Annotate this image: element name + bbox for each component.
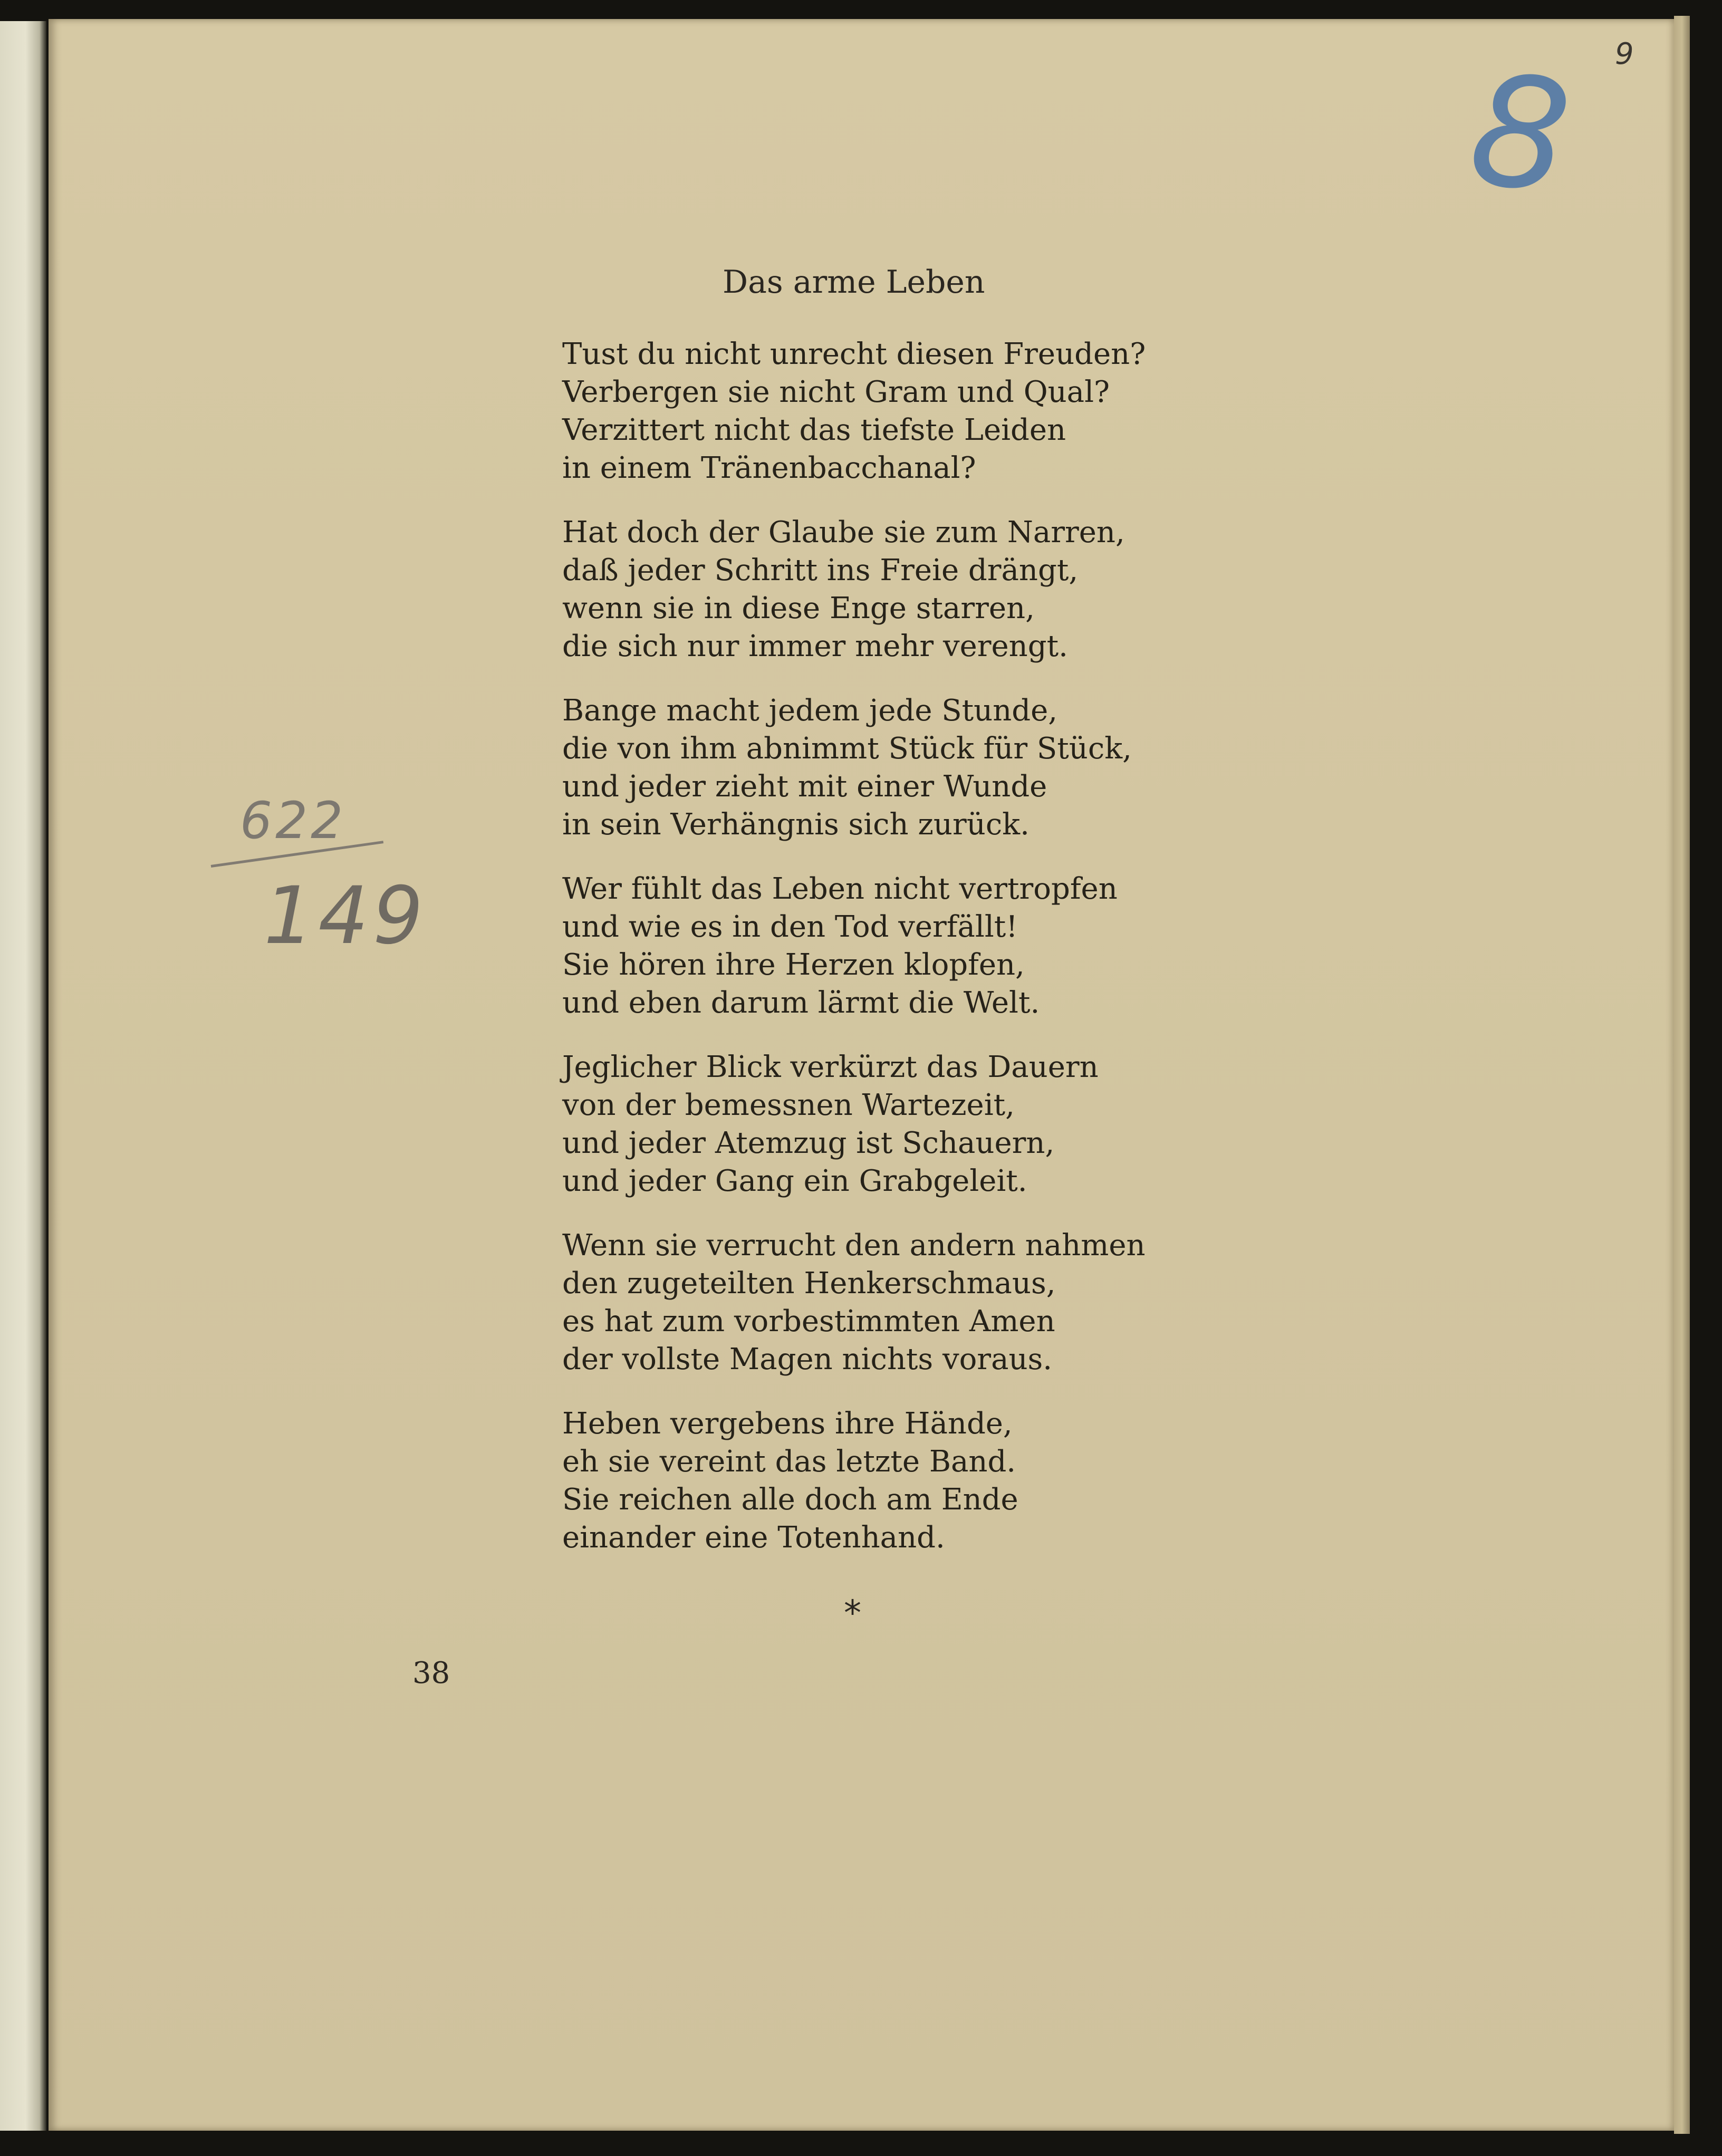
poem-line: Bange macht jedem jede Stunde, xyxy=(562,694,1058,728)
poem-line: Wer fühlt das Leben nicht vertropfen xyxy=(562,872,1118,906)
poem-body xyxy=(562,335,1146,1583)
poem-line: und eben darum lärmt die Welt. xyxy=(562,986,1040,1020)
poem-line: Verbergen sie nicht Gram und Qual? xyxy=(562,375,1110,409)
poem-line: die sich nur immer mehr verengt. xyxy=(562,629,1068,663)
stanza xyxy=(562,335,1146,487)
poem-line: die von ihm abnimmt Stück für Stück, xyxy=(562,732,1132,766)
poem-line: den zugeteilten Henkerschmaus, xyxy=(562,1266,1056,1301)
poem-line: und jeder Atemzug ist Schauern, xyxy=(562,1126,1055,1160)
adjacent-page-edge xyxy=(0,21,46,2131)
ornament-asterisk: * xyxy=(844,1593,861,1633)
poem-line: daß jeder Schritt ins Freie drängt, xyxy=(562,553,1079,588)
pencil-shelf-numerator: 622 xyxy=(240,791,347,850)
poem-line: Sie reichen alle doch am Ende xyxy=(562,1483,1018,1517)
stanza xyxy=(562,514,1146,666)
poem-line: Hat doch der Glaube sie zum Narren, xyxy=(562,515,1125,550)
poem-line: Heben vergebens ihre Hände, xyxy=(562,1407,1013,1441)
pencil-corner-number: 9 xyxy=(1615,37,1634,71)
poem-line: Verzittert nicht das tiefste Leiden xyxy=(562,413,1066,447)
poem-line: Tust du nicht unrecht diesen Freuden? xyxy=(562,337,1146,371)
stanza xyxy=(562,870,1146,1022)
poem-line: der vollste Magen nichts voraus. xyxy=(562,1342,1053,1377)
poem-line: es hat zum vorbestimmten Amen xyxy=(562,1304,1055,1339)
poem-line: von der bemessnen Wartezeit, xyxy=(562,1088,1015,1122)
stanza xyxy=(562,1048,1146,1200)
poem-line: Sie hören ihre Herzen klopfen, xyxy=(562,948,1025,982)
stanza xyxy=(562,1405,1146,1557)
poem-line: und jeder zieht mit einer Wunde xyxy=(562,769,1047,804)
poem-line: eh sie vereint das letzte Band. xyxy=(562,1445,1016,1479)
poem-line: wenn sie in diese Enge starren, xyxy=(562,591,1035,625)
poem-line: Wenn sie verrucht den andern nahmen xyxy=(562,1228,1146,1263)
poem-line: und jeder Gang ein Grabgeleit. xyxy=(562,1164,1027,1198)
poem-line: und wie es in den Tod verfällt! xyxy=(562,910,1018,944)
blue-pencil-number: 8 xyxy=(1462,41,1578,228)
page-right-edge xyxy=(1674,16,1690,2134)
poem-line: in sein Verhängnis sich zurück. xyxy=(562,807,1030,842)
poem-title: Das arme Leben xyxy=(723,264,985,301)
page-number: 38 xyxy=(412,1656,450,1690)
poem-line: Jeglicher Blick verkürzt das Dauern xyxy=(562,1050,1099,1084)
poem-line: einander eine Totenhand. xyxy=(562,1520,945,1555)
stanza xyxy=(562,1227,1146,1379)
pencil-shelf-denominator: 149 xyxy=(264,870,428,962)
poem-line: in einem Tränenbacchanal? xyxy=(562,451,976,485)
stanza xyxy=(562,692,1146,844)
